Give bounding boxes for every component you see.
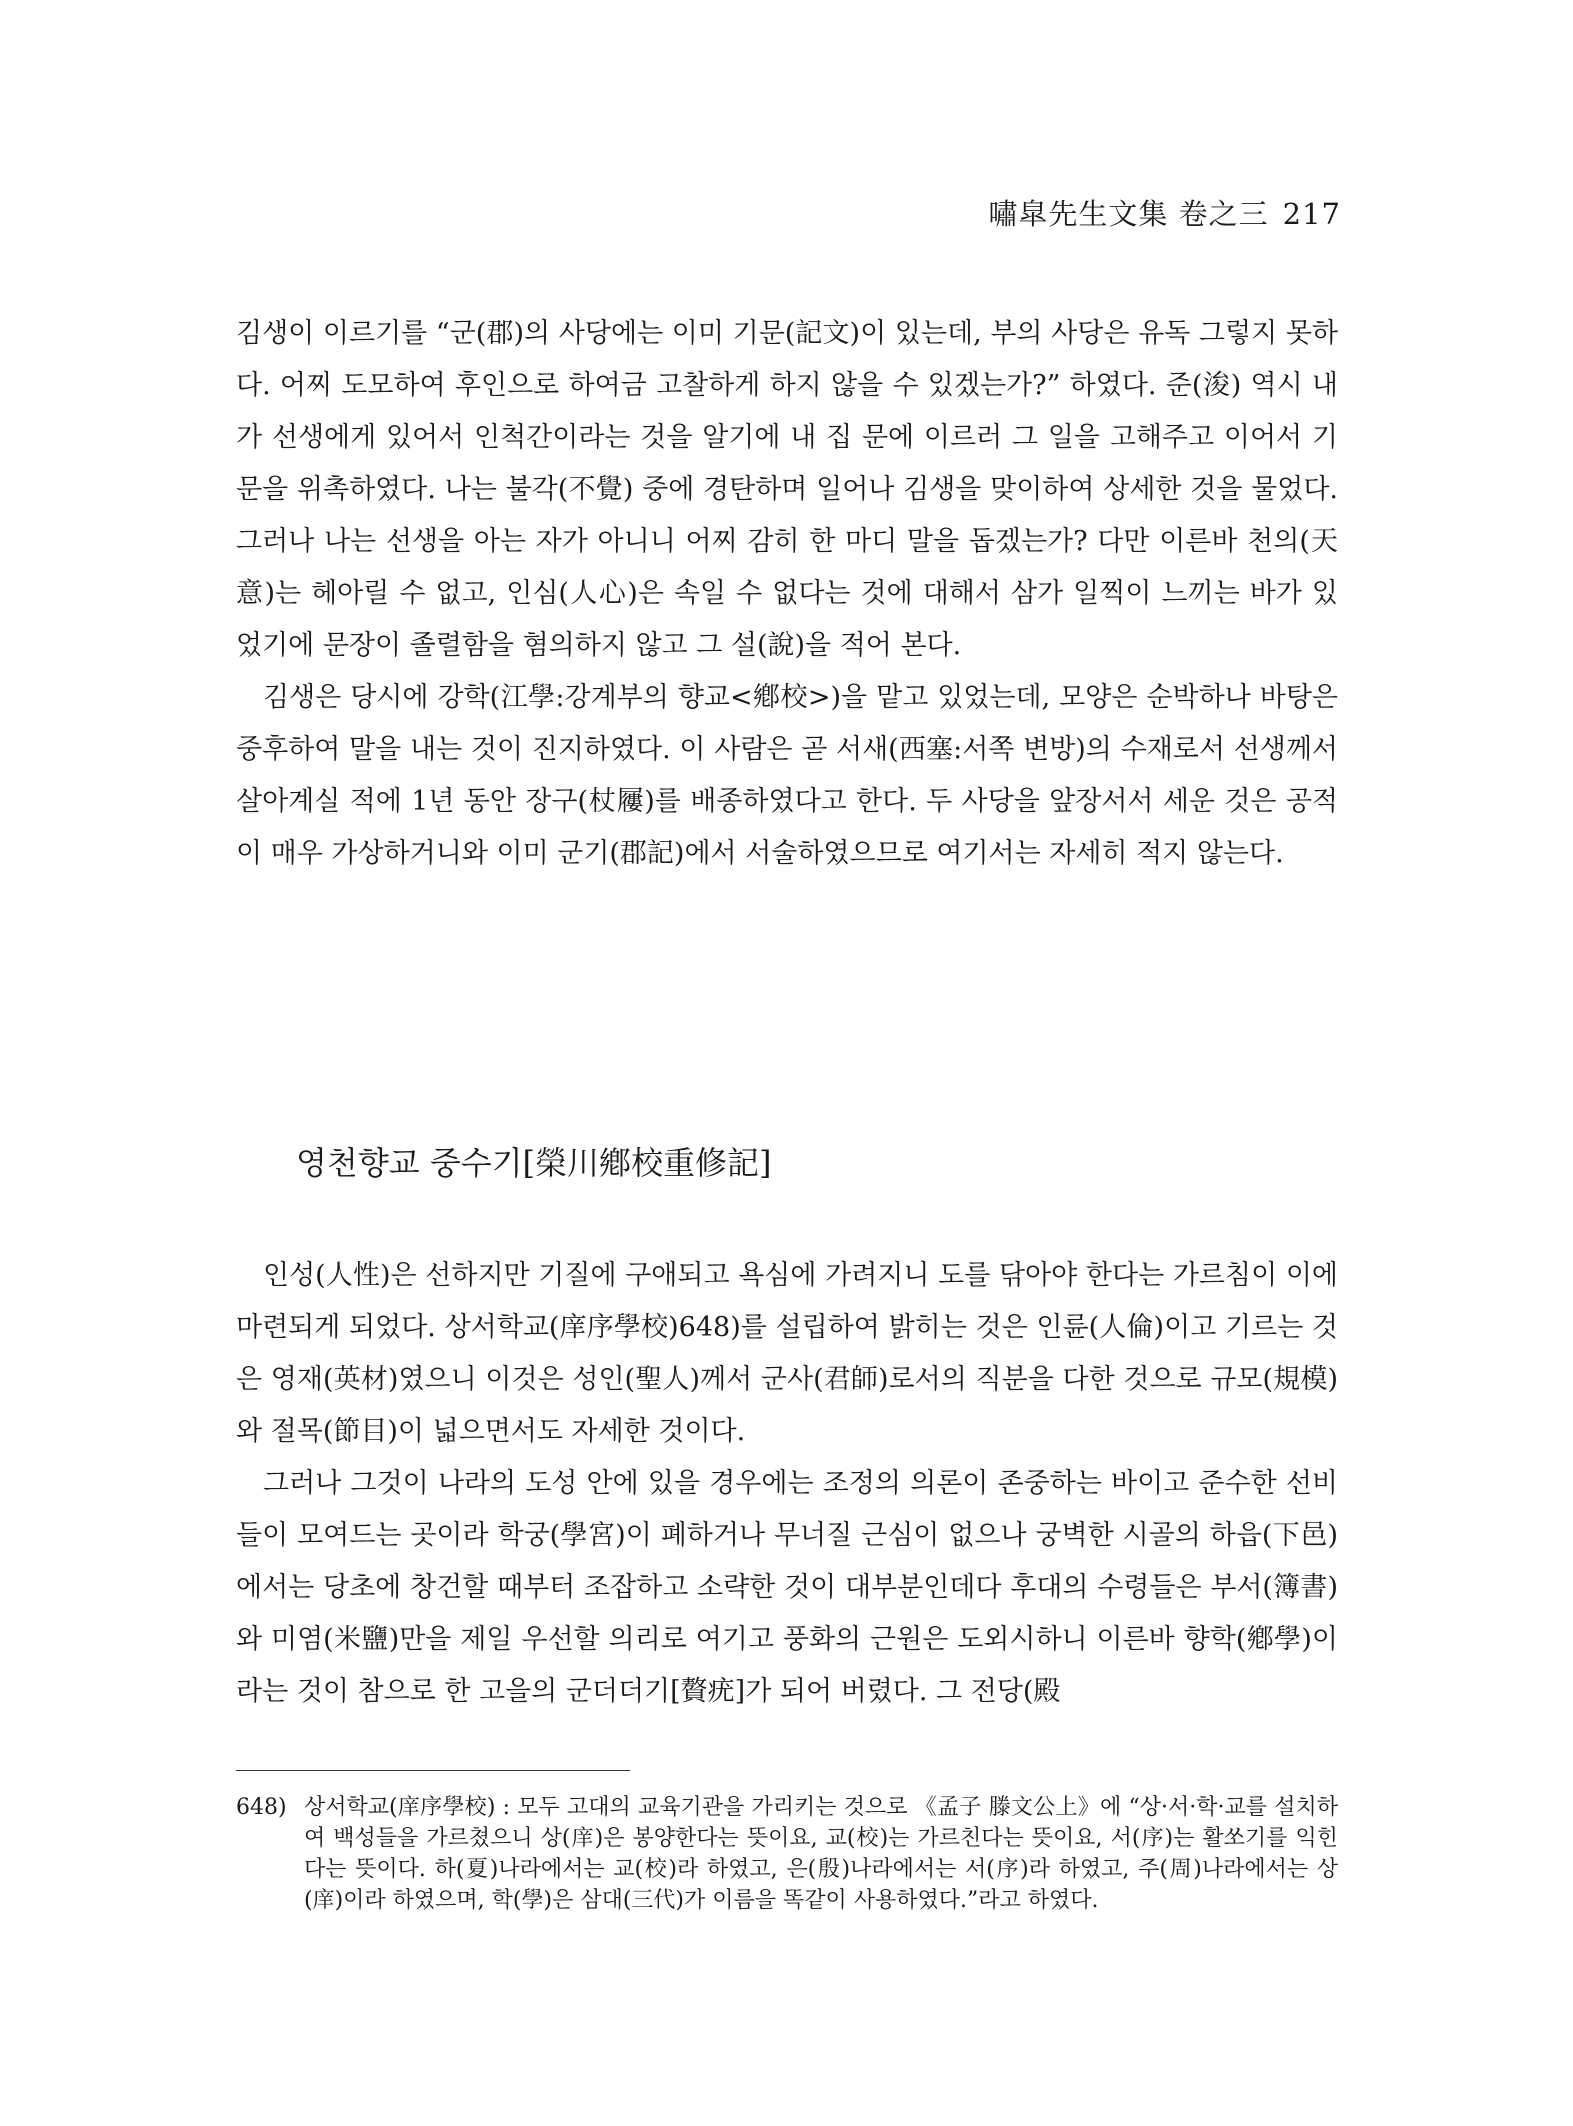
section-heading: 영천향교 중수기[榮川鄕校重修記]: [296, 1144, 772, 1182]
section-a-body: [236, 308, 1338, 880]
footnote-number: 648): [236, 1795, 287, 1820]
paragraph: 김생이 이르기를 “군(郡)의 사당에는 이미 기문(記文)이 있는데, 부의 사당은 유독 그렇지 못하다. 어찌 도모하여 후인으로 하여금 고찰하게 하지 않을 수 있겠는가?” 하였다. 준(浚) 역시 내가 선생에게 있어서 인척간이라는 것을 알기에 내 집 문에 이르러 그 일을 고해주고 이어서 기문을 위촉하였다. 나는 불각(不覺) 중에 경탄하며 일어나 김생을 맞이하여 상세한 것을 물었다. 그러나 나는 선생을 아는 자가 아니니 어찌 감히 한 마디 말을 돕겠는가? 다만 이른바 천의(天意)는 헤아릴 수 없고, 인심(人心)은 속일 수 없다는 것에 대해서 삼가 일찍이 느끼는 바가 있었기에 문장이 졸렬함을 혐의하지 않고 그 설(說)을 적어 본다.: [236, 318, 1338, 661]
paragraph: 인성(人性)은 선하지만 기질에 구애되고 욕심에 가려지니 도를 닦아야 한다는 가르침이 이에 마련되게 되었다. 상서학교(庠序學校)648)를 설립하여 밝히는 것은 인륜(人倫)이고 기르는 것은 영재(英材)였으니 이것은 성인(聖人)께서 군사(君師)로서의 직분을 다한 것으로 규모(規模)와 절목(節目)이 넓으면서도 자세한 것이다.: [236, 1260, 1338, 1447]
footnote-divider: [236, 1770, 630, 1771]
page-number: 217: [1282, 197, 1341, 231]
section-b-body: [236, 1250, 1338, 1718]
footnote-text: 상서학교(庠序學校) : 모두 고대의 교육기관을 가리키는 것으로 《孟子 滕文公上》에 “상·서·학·교를 설치하여 백성들을 가르쳤으니 상(庠)은 봉양한다는 뜻이요, 교(校)는 가르친다는 뜻이요, 서(序)는 활쏘기를 익힌다는 뜻이다. 하(夏)나라에서는 교(校)라 하였고, 은(殷)나라에서는 서(序)라 하였고, 주(周)나라에서는 상(庠)이라 하였으며, 학(學)은 삼대(三代)가 이름을 똑같이 사용하였다.”라고 하였다.: [304, 1795, 1338, 1913]
paragraph: 그러나 그것이 나라의 도성 안에 있을 경우에는 조정의 의론이 존중하는 바이고 준수한 선비들이 모여드는 곳이라 학궁(學宮)이 폐하거나 무너질 근심이 없으나 궁벽한 시골의 하읍(下邑)에서는 당초에 창건할 때부터 조잡하고 소략한 것이 대부분인데다 후대의 수령들은 부서(簿書)와 미염(米鹽)만을 제일 우선할 의리로 여기고 풍화의 근원은 도외시하니 이른바 향학(鄕學)이라는 것이 참으로 한 고을의 군더더기[贅疣]가 되어 버렸다. 그 전당(殿: [236, 1468, 1338, 1707]
running-header-title: 嘯皐先生文集 卷之三: [988, 197, 1269, 231]
paragraph: 김생은 당시에 강학(江學:강계부의 향교<鄕校>)을 맡고 있었는데, 모양은 순박하나 바탕은 중후하여 말을 내는 것이 진지하였다. 이 사람은 곧 서새(西塞:서쪽 변방)의 수재로서 선생께서 살아계실 적에 1년 동안 장구(杖屨)를 배종하였다고 한다. 두 사당을 앞장서서 세운 것은 공적이 매우 가상하거니와 이미 군기(郡記)에서 서술하였으므로 여기서는 자세히 적지 않는다.: [236, 682, 1338, 869]
footnote: [236, 1792, 1338, 1916]
running-header: [988, 192, 1341, 233]
